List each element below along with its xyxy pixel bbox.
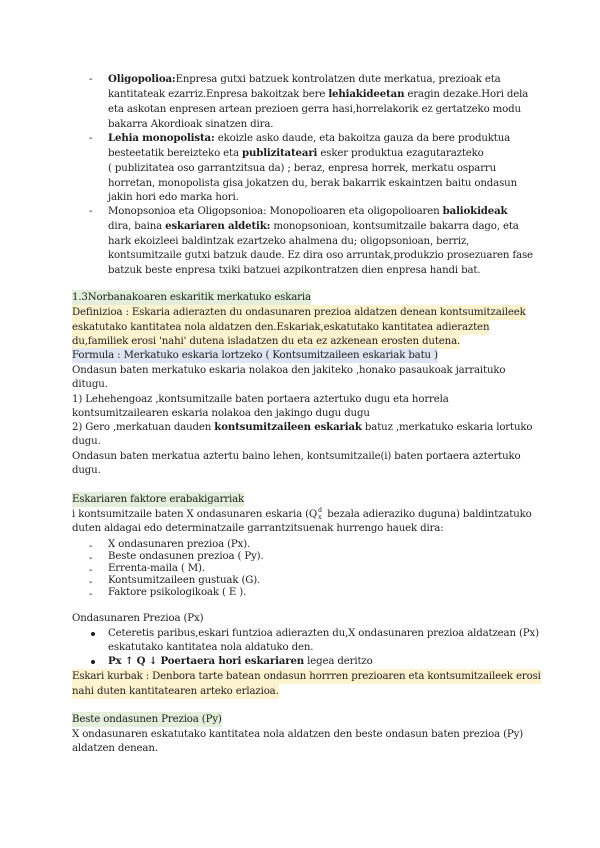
formula-line: Formula : Merkatuko eskaria lortzeko ( Kontsumitzaileen eskariak batu ): [72, 350, 438, 361]
curves-line: nahi duten kantitatearen arteko erlazioa.: [72, 686, 279, 697]
list-item-line: Monopsonioa eta Oligopsonioa: Monopolioaren eta oligopolioaren baliokideak: [108, 205, 508, 217]
paragraph-line: Ondasun baten merkatuko eskaria nolakoa den jakiteko ,honako pasaukoak jarraituko: [72, 365, 506, 376]
step-line: 2) Gero ,merkatuan dauden kontsumitzaileen eskariak batuz ,merkatuko eskaria lortuko: [72, 421, 533, 433]
list-item-line: ( publizitatea oso garrantzitsua da) ; beraz, enpresa horrek, merkatu osparru: [108, 163, 497, 174]
section-heading: 1.3Norbanakoaren eskaritik merkatuko eskaria: [72, 292, 311, 303]
paragraph-line: ditugu.: [72, 379, 108, 390]
term-oligopolioa: Oligopolioa:: [108, 73, 176, 85]
paragraph-line: aldatzen denean.: [72, 743, 158, 754]
paragraph-line: dugu.: [72, 465, 101, 476]
list-dash: -: [89, 565, 93, 576]
list-item-line: eta askotan enpresen artean prezioen gerra hasi,horrelakorik ez gertatzeko modu: [108, 104, 521, 115]
paragraph-line: X ondasunaren eskatutako kantitatea nola aldatzen den beste ondasun baten prezioa (Py): [72, 729, 524, 740]
list-item-line: Oligopolioa:Enpresa gutxi batzuek kontrolatzen dute merkatua, prezioak eta: [108, 73, 501, 85]
list-item-line: dira, baina eskariaren aldetik: monopsonioan, kontsumitzaile bakarra dago, eta: [108, 220, 519, 232]
list-dash: -: [89, 133, 93, 144]
list-dash: -: [89, 74, 93, 85]
list-item-line: horretan, monopolista gisa jokatzen du, berak bakarrik eskaintzen baitu ondasun: [108, 178, 517, 189]
bullet-dot: [91, 632, 95, 636]
list-dash: -: [89, 553, 93, 564]
section-heading: Eskariaren faktore erabakigarriak: [72, 494, 245, 505]
section-heading: Ondasunaren Prezioa (Px): [72, 613, 204, 624]
bullet-dot: [91, 660, 95, 664]
list-item-line: Lehia monopolista: ekoizle asko daude, eta bakoitza gauza da bere produktua: [108, 132, 511, 144]
factor-item: Errenta-maila ( M).: [108, 563, 205, 574]
definition-line: Definizioa : Eskaria adierazten du ondasunaren prezioa aldatzen denean kontsumitzaileek: [72, 307, 526, 318]
list-dash: -: [89, 541, 93, 552]
bullet-line: Ceteretis paribus,eskari funtzioa adierazten du,X ondasunaren prezioa aldatzean (Px): [108, 628, 539, 639]
list-dash: -: [89, 206, 93, 217]
list-item-line: batzuk beste enpresa txiki batzuei azpikontratzen dien enpresa handi bat.: [108, 265, 481, 276]
definition-line: eskatutako kantitatea nola aldatzen den.Eskariak,eskatutako kantitatea adierazten: [72, 322, 490, 333]
list-item-line: bakarra Akordioak sinatzen dira.: [108, 119, 274, 130]
step-line: kontsumitzailearen eskaria nolakoa den jakingo dugu dugu: [72, 408, 370, 419]
bullet-line: Px ↑ Q ↓ Poertaera hori eskariaren legea deritzo: [108, 655, 373, 667]
bullet-line: eskatutako kantitatea nola aldatuko den.: [108, 642, 314, 653]
step-line: 1) Lehehengoaz ,kontsumitzaile baten portaera aztertuko dugu eta horrela: [72, 394, 449, 405]
curves-line: Eskari kurbak : Denbora tarte batean ondasun horrren prezioaren eta kontsumitzaileek erosi: [72, 671, 541, 682]
list-item-line: jakin hori edo marka hori.: [108, 192, 239, 203]
step-line: dugu.: [72, 436, 101, 447]
list-dash: -: [89, 589, 93, 600]
factor-item: Beste ondasunen prezioa ( Py).: [108, 551, 264, 562]
list-item-line: kontsumitzaile gutxi batzuk daude. Ez dira oso arruntak,produkzio prosezuaren fase: [108, 250, 533, 261]
factor-item: X ondasunaren prezioa (Px).: [108, 539, 251, 550]
list-item-line: kantitateak ezarriz.Enpresa bakoitzak bere lehiakideetan eragin dezake.Hori dela: [108, 88, 529, 100]
paragraph-line: duten aldagai edo determinatzaile garrantzitsuenak hurrengo hauek dira:: [72, 523, 444, 534]
list-item-line: hark ekoizleei baldintzak ezartzeko ahalmena du; oligopsonioan, berriz,: [108, 236, 470, 247]
definition-line: du,familiek erosi 'nahi' dutena isladatzen du eta ez azkenean erosten dutena.: [72, 336, 461, 347]
paragraph-line: i kontsumitzaile baten X ondasunaren eskaria (Q d x bezala adieraziko duguna) baldintzatuko: [72, 507, 532, 521]
factor-item: Kontsumitzaileen gustuak (G).: [108, 575, 261, 586]
factor-item: Faktore psikologikoak ( E ).: [108, 587, 247, 598]
list-item-line: besteetatik bereizteko eta publizitateari esker produktua ezagutarazteko: [108, 147, 484, 159]
paragraph-line: Ondasun baten merkatua aztertu baino lehen, kontsumitzaile(i) baten portaera aztertuko: [72, 451, 521, 462]
list-dash: -: [89, 577, 93, 588]
term-lehia-monopolista: Lehia monopolista:: [108, 132, 215, 144]
section-heading: Beste ondasunen Prezioa (Py): [72, 714, 222, 725]
